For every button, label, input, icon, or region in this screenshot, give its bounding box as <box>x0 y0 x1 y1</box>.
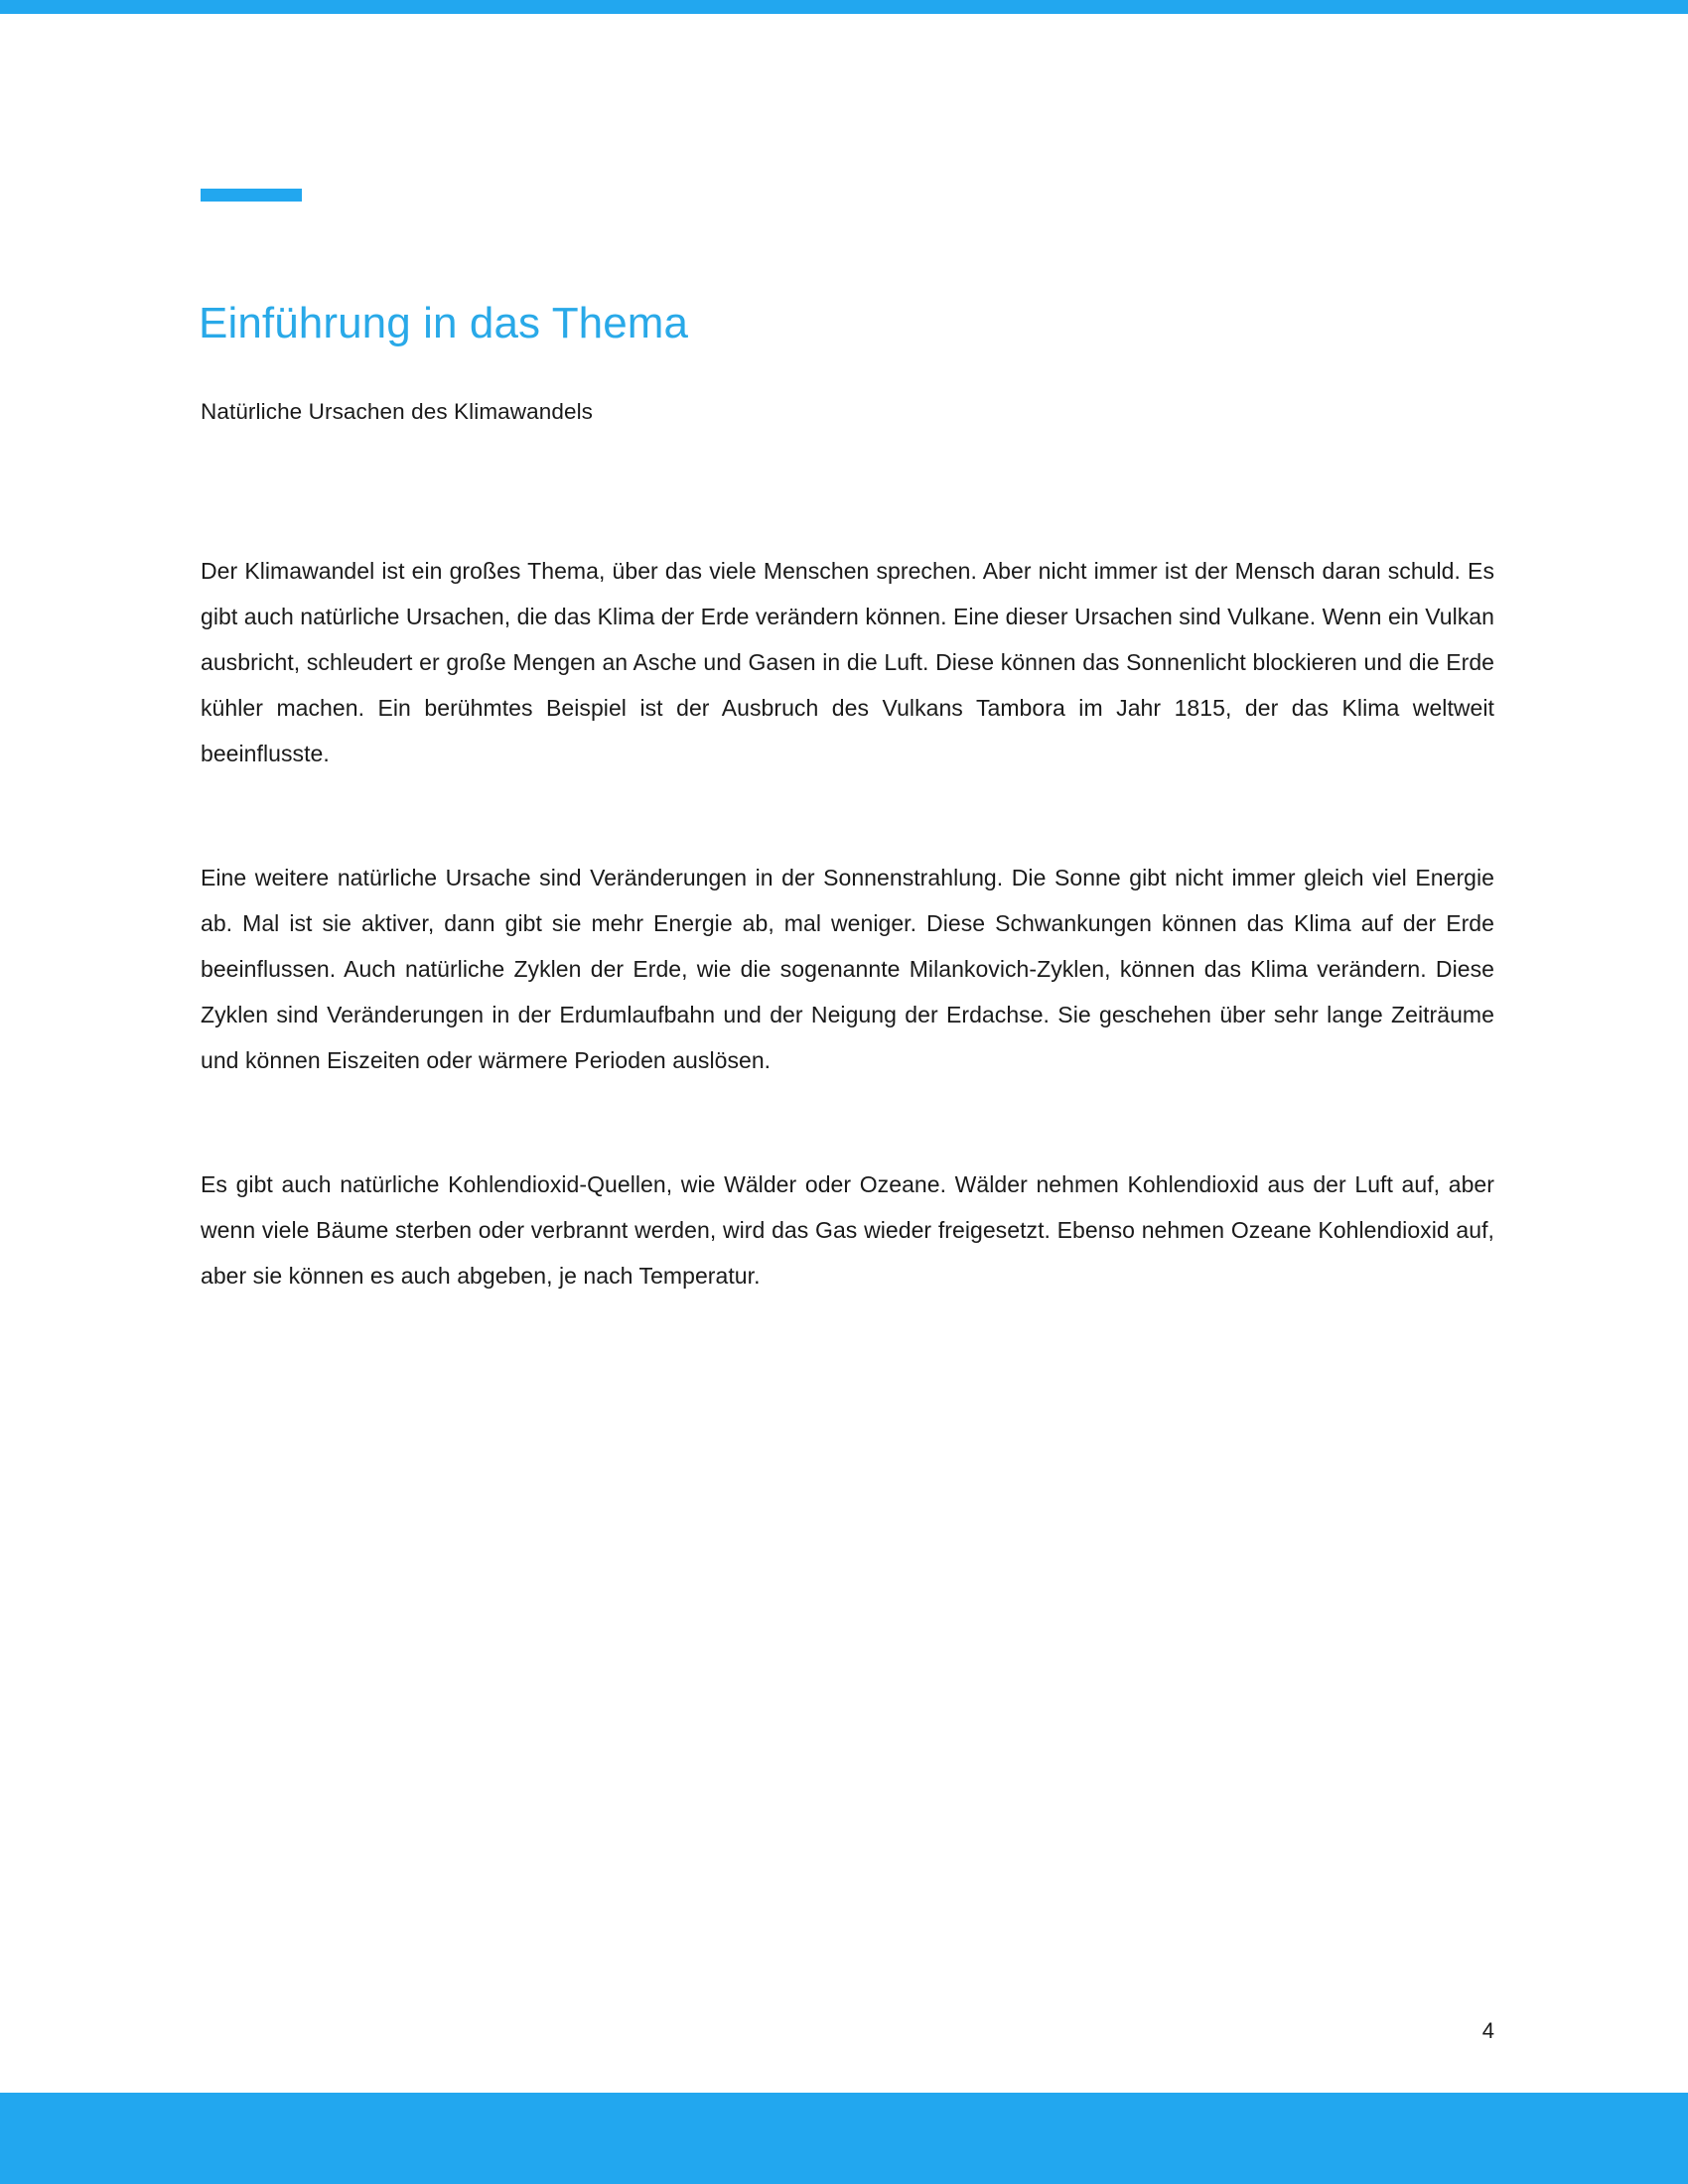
page-title: Einführung in das Thema <box>199 299 689 347</box>
body-copy <box>201 548 1494 1298</box>
page-subtitle: Natürliche Ursachen des Klimawandels <box>201 399 594 424</box>
paragraph-2: Eine weitere natürliche Ursache sind Veränderungen in der Sonnenstrahlung. Die Sonne gibt nicht immer gleich viel Energie ab. Mal ist sie aktiver, dann gibt sie mehr Energie ab, mal weniger. Diese Schwankungen können das Klima auf der Erde beeinflussen. Auch natürliche Zyklen der Erde, wie die sogenannte Milankovich-Zyklen, können das Klima verändern. Diese Zyklen sind Veränderungen in der Erdumlaufbahn und der Neigung der Erdachse. Sie geschehen über sehr lange Zeiträume und können Eiszeiten oder wärmere Perioden auslösen. <box>201 865 1494 1073</box>
bottom-accent-bar <box>0 2093 1688 2184</box>
page-content <box>201 0 1494 2184</box>
paragraph-1: Der Klimawandel ist ein großes Thema, über das viele Menschen sprechen. Aber nicht immer ist der Mensch daran schuld. Es gibt auch natürliche Ursachen, die das Klima der Erde verändern können. Eine dieser Ursachen sind Vulkane. Wenn ein Vulkan ausbricht, schleudert er große Mengen an Asche und Gasen in die Luft. Diese können das Sonnenlicht blockieren und die Erde kühler machen. Ein berühmtes Beispiel ist der Ausbruch des Vulkans Tambora im Jahr 1815, der das Klima weltweit beeinflusste. <box>201 558 1494 766</box>
page-number: 4 <box>1481 2018 1494 2043</box>
paragraph-3: Es gibt auch natürliche Kohlendioxid-Quellen, wie Wälder oder Ozeane. Wälder nehmen Kohlendioxid aus der Luft auf, aber wenn viele Bäume sterben oder verbrannt werden, wird das Gas wieder freigesetzt. Ebenso nehmen Ozeane Kohlendioxid auf, aber sie können es auch abgeben, je nach Temperatur. <box>201 1171 1494 1289</box>
accent-dash <box>201 189 302 202</box>
